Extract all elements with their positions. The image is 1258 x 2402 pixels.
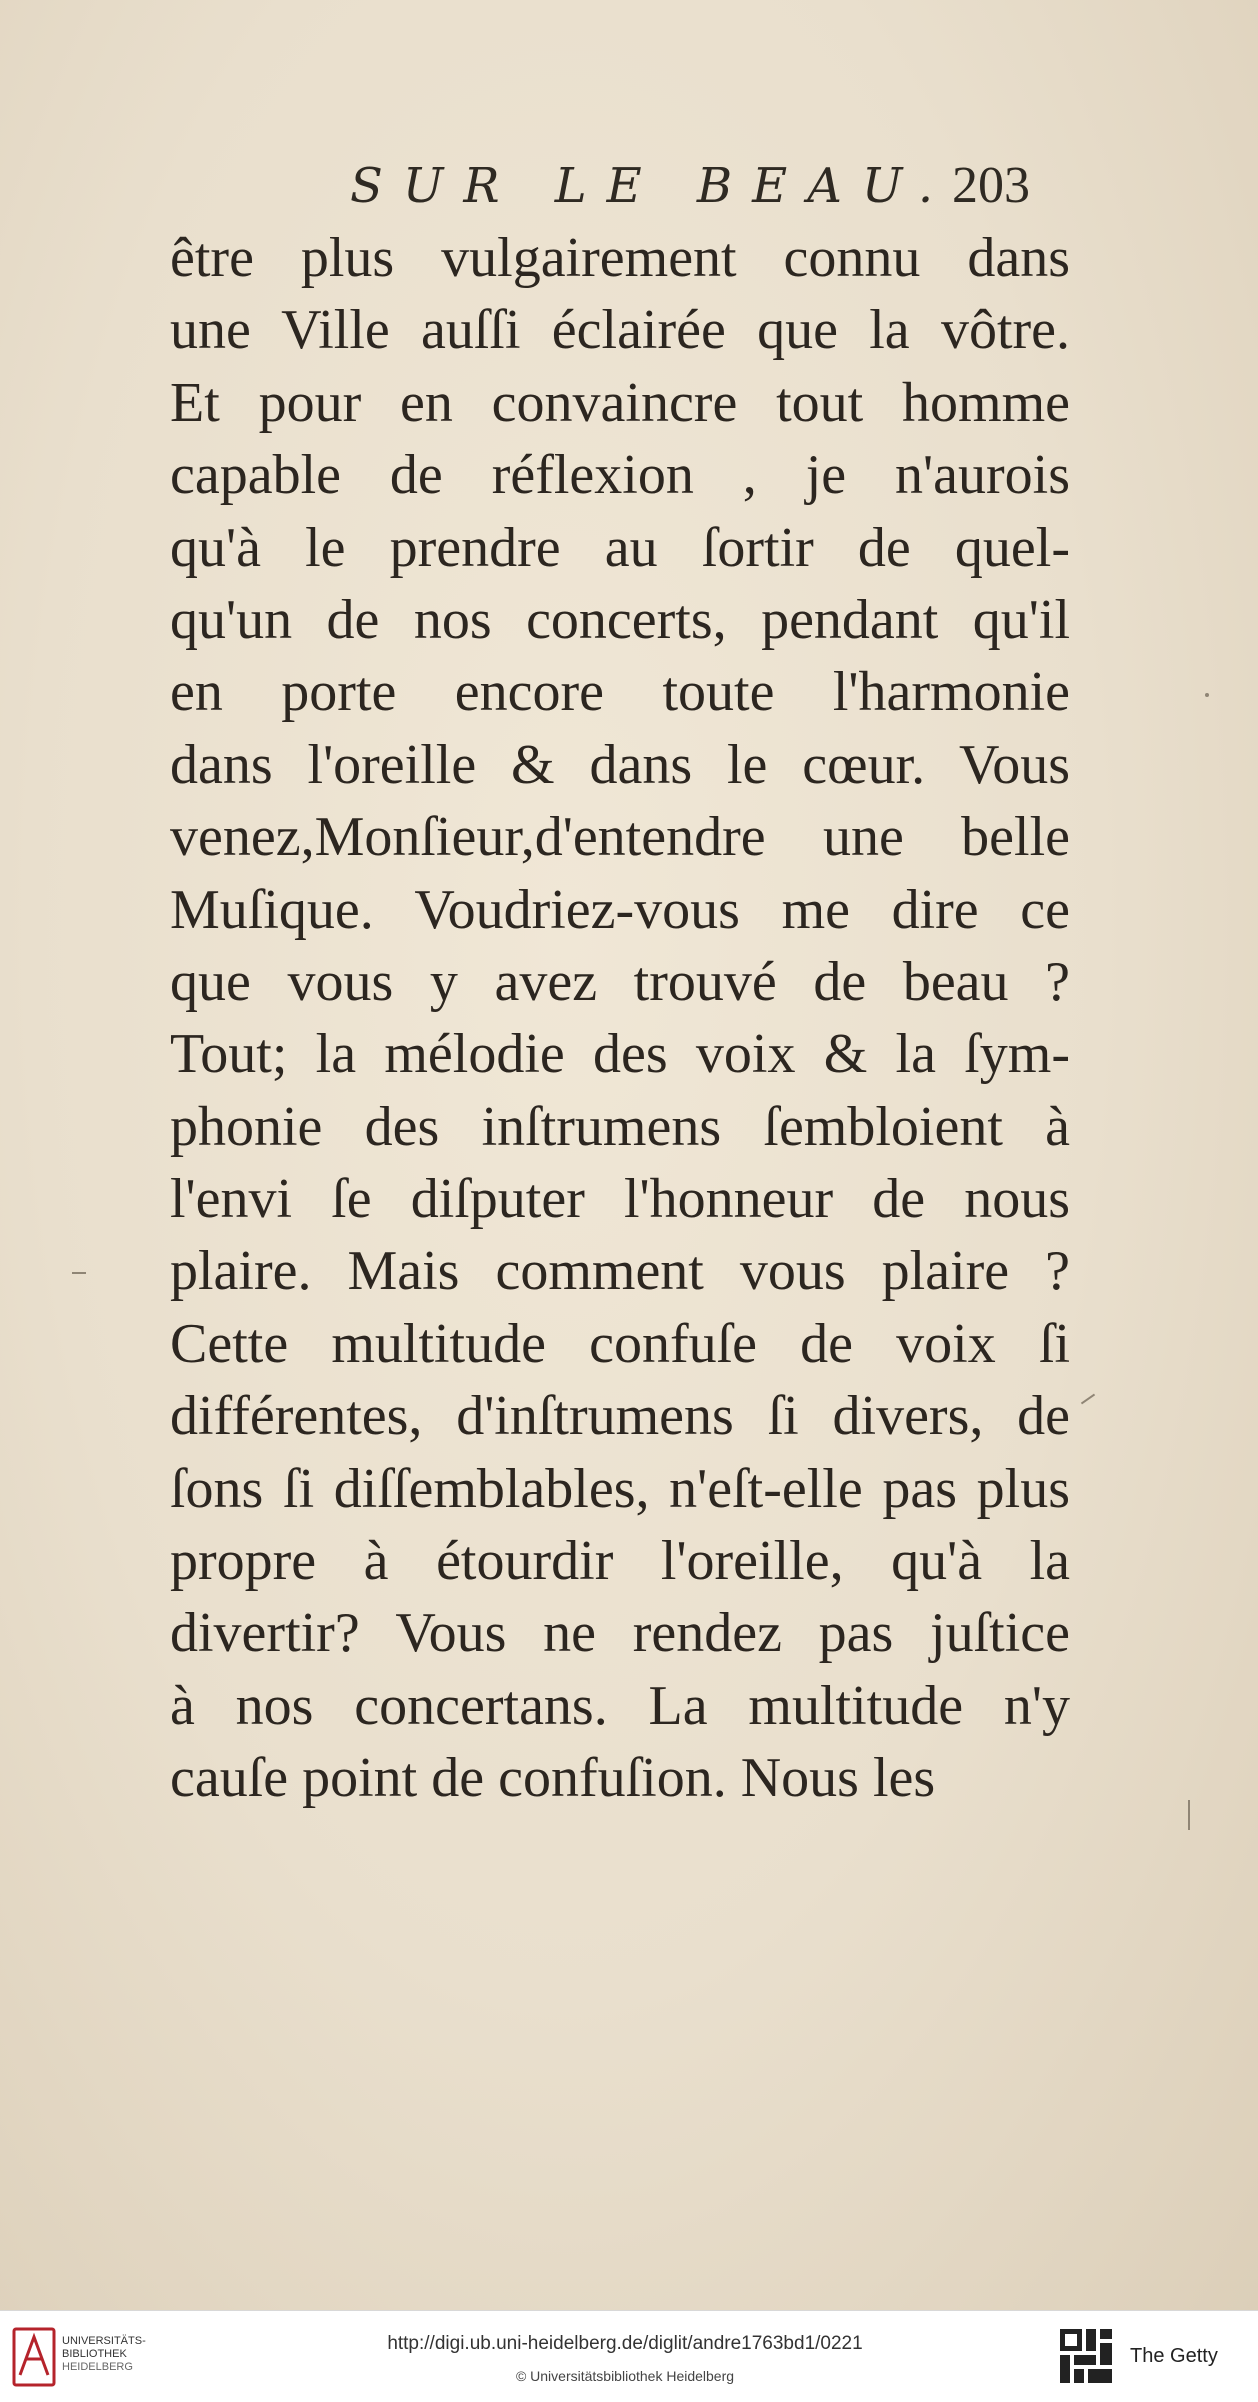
- text-line: l'envi ſe diſputer l'honneur de nous: [170, 1168, 1070, 1231]
- paper-speck: [1205, 693, 1209, 697]
- text-line: venez,Monſieur,d'entendre une belle: [170, 806, 1070, 869]
- text-line: cauſe point de confuſion. Nous les: [170, 1747, 936, 1810]
- running-title: SUR LE BEAU.: [350, 158, 954, 214]
- paper-speck: [72, 1272, 86, 1274]
- paper-speck: [1188, 1800, 1190, 1830]
- text-line: ſons ſi diſſemblables, n'eſt-elle pas plus: [170, 1457, 1070, 1520]
- text-line: divertir? Vous ne rendez pas juſtice: [170, 1602, 1070, 1665]
- text-line: dans l'oreille & dans le cœur. Vous: [170, 733, 1070, 796]
- text-line: Cette multitude confuſe de voix ſi: [170, 1312, 1070, 1375]
- body-text: [170, 222, 1070, 1815]
- text-line: propre à étourdir l'oreille, qu'à la: [170, 1530, 1070, 1593]
- text-line: à nos concertans. La multitude n'y: [170, 1674, 1070, 1737]
- text-line: Tout; la mélodie des voix & la ſym-: [170, 1023, 1070, 1086]
- permalink-url[interactable]: http://digi.ub.uni-heidelberg.de/diglit/andre1763bd1/0221: [387, 2333, 863, 2354]
- text-line: être plus vulgairement connu dans: [170, 227, 1070, 289]
- copyright-notice: © Universitätsbibliothek Heidelberg: [515, 2368, 735, 2384]
- text-line: Et pour en convaincre tout homme: [170, 371, 1070, 434]
- text-line: Muſique. Voudriez-vous me dire ce: [170, 878, 1070, 941]
- university-name: [62, 2335, 172, 2374]
- viewer-footer: [0, 2310, 1258, 2402]
- text-line: qu'à le prendre au ſortir de quel-: [170, 516, 1070, 579]
- running-head: [310, 150, 1030, 220]
- text-line: plaire. Mais comment vous plaire ?: [170, 1240, 1070, 1303]
- getty-name: The Getty: [1130, 2345, 1218, 2367]
- getty-logo-icon[interactable]: [1056, 2325, 1116, 2387]
- university-name-line: BIBLIOTHEK: [62, 2348, 127, 2360]
- text-line: qu'un de nos concerts, pendant qu'il: [170, 588, 1070, 651]
- text-line: différentes, d'inſtrumens ſi divers, de: [170, 1385, 1070, 1448]
- university-name-line: HEIDELBERG: [62, 2361, 133, 2373]
- paper-speck: [1081, 1394, 1095, 1405]
- text-line: une Ville auſſi éclairée que la vôtre.: [170, 299, 1070, 362]
- page-number: 203: [952, 157, 1030, 214]
- text-line: phonie des inſtrumens ſembloient à: [170, 1095, 1070, 1158]
- text-line: en porte encore toute l'harmonie: [170, 661, 1070, 724]
- text-line: capable de réflexion , je n'aurois: [170, 444, 1070, 507]
- university-name-line: UNIVERSITÄTS-: [62, 2335, 146, 2347]
- text-line: que vous y avez trouvé de beau ?: [170, 950, 1070, 1013]
